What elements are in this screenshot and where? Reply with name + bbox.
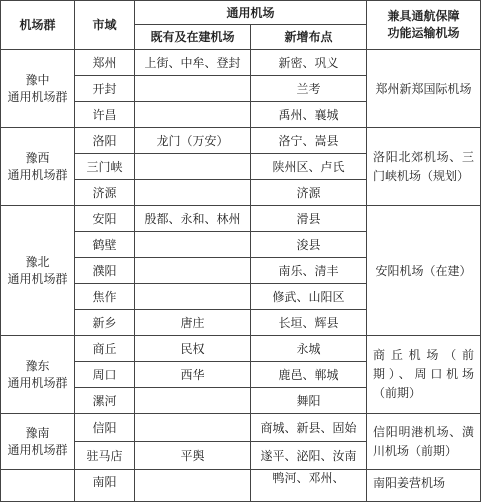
group-name: 豫西 bbox=[25, 150, 50, 165]
city-cell: 驻马店 bbox=[75, 442, 135, 470]
city-cell: 许昌 bbox=[75, 102, 135, 128]
new-cell: 禹州、襄城 bbox=[251, 102, 367, 128]
new-cell: 新密、巩义 bbox=[251, 50, 367, 76]
new-cell: 滑县 bbox=[251, 206, 367, 232]
table-row bbox=[1, 414, 481, 442]
new-cell: 鸭河、邓州、 bbox=[251, 470, 367, 502]
new-cell: 永城 bbox=[251, 336, 367, 362]
new-cell: 南乐、清丰 bbox=[251, 258, 367, 284]
existing-cell: 唐庄 bbox=[135, 310, 251, 336]
transport-cell: 郑州新郑国际机场 bbox=[367, 50, 481, 128]
table-row-partial bbox=[1, 470, 481, 502]
group-name: 豫东 bbox=[25, 358, 50, 373]
table-row bbox=[1, 336, 481, 362]
existing-cell bbox=[135, 180, 251, 206]
existing-cell bbox=[135, 76, 251, 102]
header-general-airport: 通用机场 bbox=[135, 1, 367, 25]
group-cell bbox=[1, 50, 75, 128]
table-row bbox=[1, 50, 481, 76]
city-cell: 濮阳 bbox=[75, 258, 135, 284]
new-cell: 陕州区、卢氏 bbox=[251, 154, 367, 180]
group-type: 通用机场群 bbox=[7, 375, 68, 390]
existing-cell: 西华 bbox=[135, 362, 251, 388]
group-name: 豫北 bbox=[25, 254, 50, 269]
existing-cell: 民权 bbox=[135, 336, 251, 362]
header-existing: 既有及在建机场 bbox=[135, 25, 251, 50]
transport-cell: 信阳明港机场、潢川机场（前期） bbox=[367, 414, 481, 470]
new-cell: 鹿邑、郸城 bbox=[251, 362, 367, 388]
city-cell: 焦作 bbox=[75, 284, 135, 310]
city-cell: 信阳 bbox=[75, 414, 135, 442]
existing-cell bbox=[135, 284, 251, 310]
existing-cell bbox=[135, 388, 251, 414]
header-row-1 bbox=[1, 1, 481, 25]
existing-cell bbox=[135, 258, 251, 284]
existing-cell: 殷都、永和、林州 bbox=[135, 206, 251, 232]
city-cell: 新乡 bbox=[75, 310, 135, 336]
city-cell: 济源 bbox=[75, 180, 135, 206]
new-cell: 商城、新县、固始 bbox=[251, 414, 367, 442]
transport-cell: 洛阳北郊机场、三门峡机场（规划） bbox=[367, 128, 481, 206]
header-group: 机场群 bbox=[1, 1, 75, 50]
header-transport-airport bbox=[367, 1, 481, 50]
group-type: 通用机场群 bbox=[7, 167, 68, 182]
group-cell bbox=[1, 206, 75, 336]
group-cell bbox=[1, 336, 75, 414]
group-cell bbox=[1, 128, 75, 206]
city-cell: 开封 bbox=[75, 76, 135, 102]
new-cell: 长垣、辉县 bbox=[251, 310, 367, 336]
header-transport-line2: 功能运输机场 bbox=[387, 26, 460, 40]
transport-cell: 商丘机场（前期）、周口机场（前期） bbox=[367, 336, 481, 414]
transport-cell: 安阳机场（在建） bbox=[367, 206, 481, 336]
transport-cell: 南阳姜营机场 bbox=[367, 470, 481, 502]
existing-cell bbox=[135, 414, 251, 442]
existing-cell bbox=[135, 154, 251, 180]
new-cell: 遂平、泌阳、汝南 bbox=[251, 442, 367, 470]
new-cell: 洛宁、嵩县 bbox=[251, 128, 367, 154]
group-type: 通用机场群 bbox=[7, 271, 68, 286]
table-row bbox=[1, 128, 481, 154]
group-cell bbox=[1, 414, 75, 470]
existing-cell: 龙门（万安） bbox=[135, 128, 251, 154]
group-type: 通用机场群 bbox=[7, 89, 68, 104]
city-cell: 鹤壁 bbox=[75, 232, 135, 258]
city-cell: 洛阳 bbox=[75, 128, 135, 154]
new-cell: 修武、山阳区 bbox=[251, 284, 367, 310]
city-cell: 郑州 bbox=[75, 50, 135, 76]
city-cell: 三门峡 bbox=[75, 154, 135, 180]
group-name: 豫中 bbox=[25, 72, 50, 87]
existing-cell bbox=[135, 232, 251, 258]
table-row bbox=[1, 206, 481, 232]
existing-cell: 平舆 bbox=[135, 442, 251, 470]
new-cell: 舞阳 bbox=[251, 388, 367, 414]
group-type: 通用机场群 bbox=[7, 442, 68, 457]
new-cell: 浚县 bbox=[251, 232, 367, 258]
city-cell: 南阳 bbox=[75, 470, 135, 502]
existing-cell bbox=[135, 470, 251, 502]
city-cell: 周口 bbox=[75, 362, 135, 388]
existing-cell: 上街、中牟、登封 bbox=[135, 50, 251, 76]
city-cell: 漯河 bbox=[75, 388, 135, 414]
header-city: 市域 bbox=[75, 1, 135, 50]
new-cell: 兰考 bbox=[251, 76, 367, 102]
header-transport-line1: 兼具通航保障 bbox=[387, 9, 460, 23]
new-cell: 济源 bbox=[251, 180, 367, 206]
group-cell bbox=[1, 470, 75, 502]
header-new-layout: 新增布点 bbox=[251, 25, 367, 50]
city-cell: 商丘 bbox=[75, 336, 135, 362]
city-cell: 安阳 bbox=[75, 206, 135, 232]
group-name: 豫南 bbox=[25, 425, 50, 440]
existing-cell bbox=[135, 102, 251, 128]
